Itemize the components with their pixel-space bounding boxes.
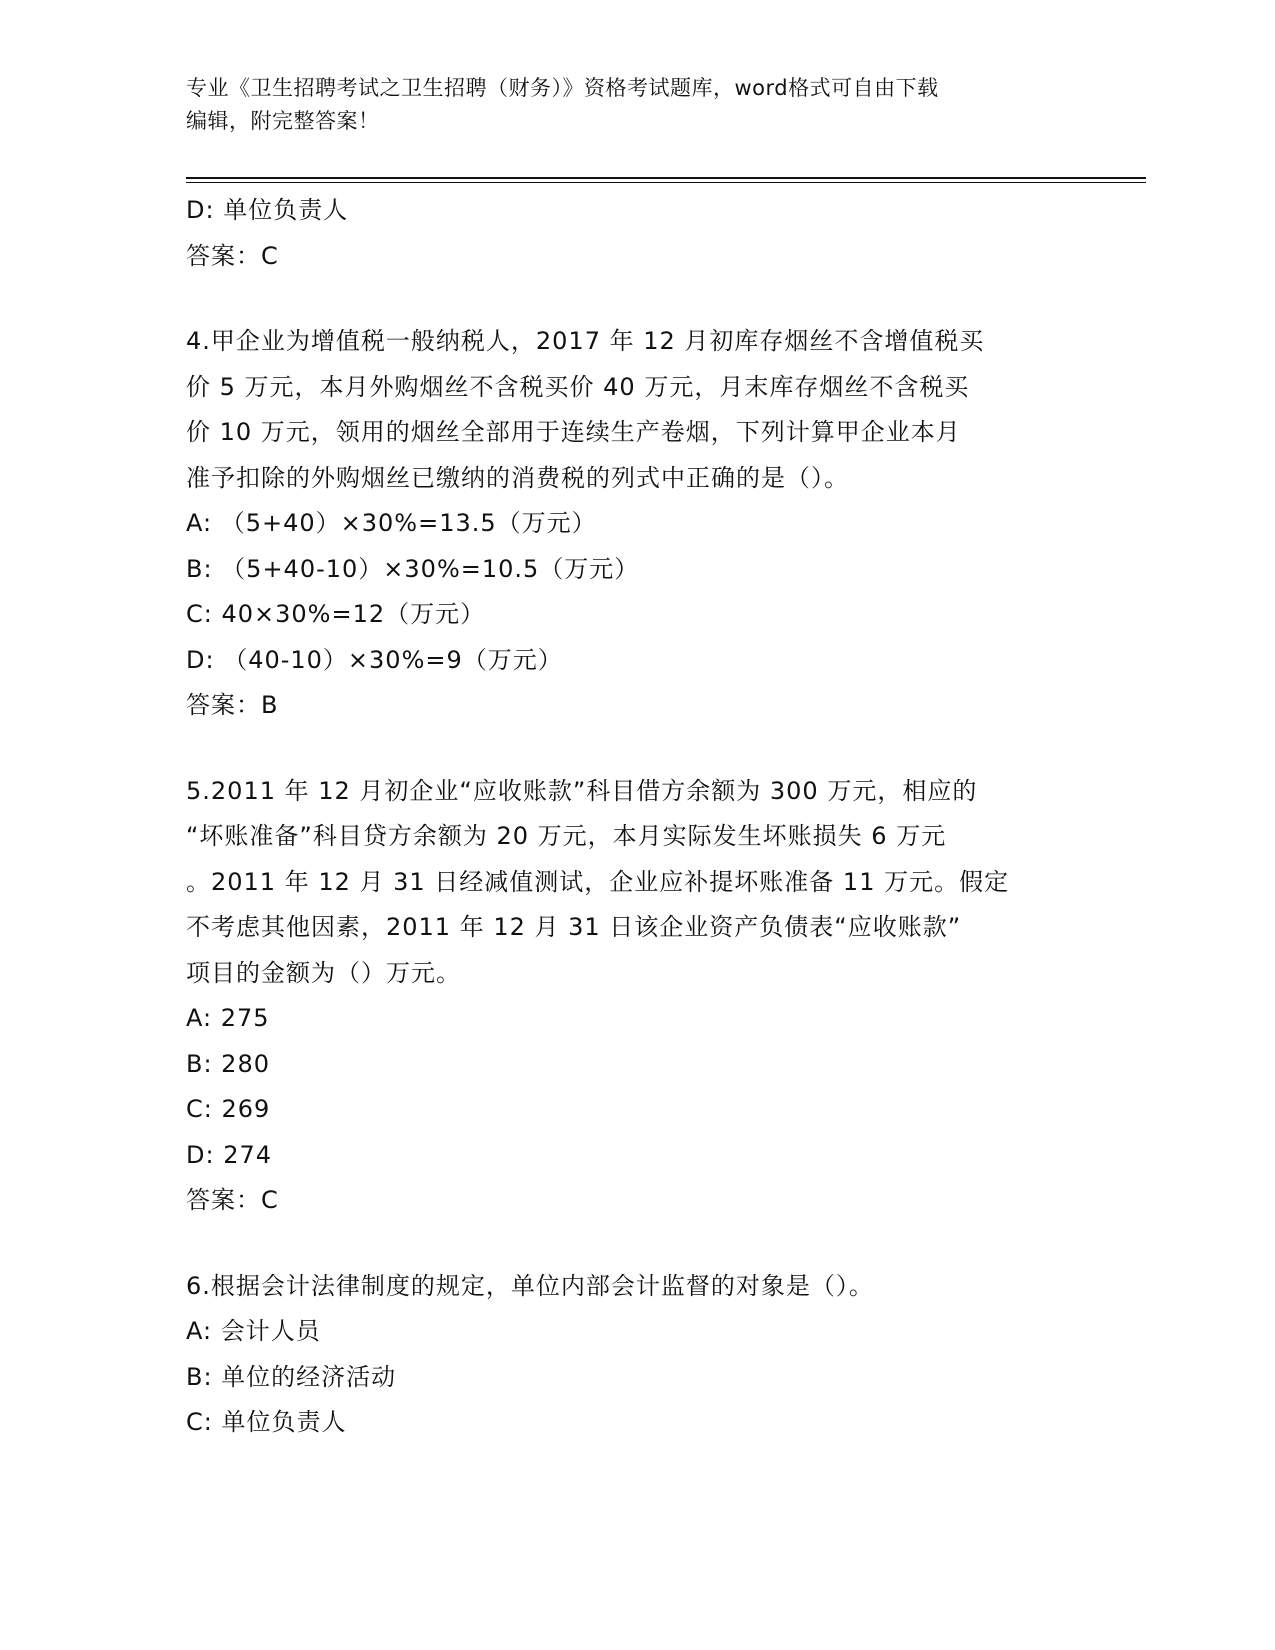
option-d: D: （40-10）×30%=9（万元） [186,645,563,674]
answer: 答案：C [186,1186,279,1214]
option-d: D: 单位负责人 [186,196,349,224]
header-line-2: 编辑，附完整答案！ [186,109,380,133]
question-6 [186,1264,1086,1446]
option-b: B: （5+40-10）×30%=10.5（万元） [186,554,640,583]
question-stem-line: 5.2011 年 12 月初企业“应收账款”科目借方余额为 300 万元，相应的 [186,776,978,805]
option-a: A: 会计人员 [186,1317,321,1345]
option-b: B: 280 [186,1049,270,1078]
option-b: B: 单位的经济活动 [186,1362,397,1391]
option-c: C: 单位负责人 [186,1408,347,1436]
question-stem-line: 6.根据会计法律制度的规定，单位内部会计监督的对象是（）。 [186,1271,874,1300]
answer: 答案：C [186,241,279,270]
question-stem-line: “坏账准备”科目贷方余额为 20 万元，本月实际发生坏账损失 6 万元 [186,822,947,850]
document-body [186,188,1086,1446]
question-stem-line: 不考虑其他因素，2011 年 12 月 31 日该企业资产负债表“应收账款” [186,913,962,941]
document-header [186,72,1086,138]
question-stem-line: 。2011 年 12 月 31 日经减值测试，企业应补提坏账准备 11 万元。假定 [186,867,1010,896]
option-c: C: 40×30%=12（万元） [186,600,486,628]
option-d: D: 274 [186,1140,273,1169]
answer: 答案：B [186,691,279,719]
header-line-1: 专业《卫生招聘考试之卫生招聘（财务）》资格考试题库，word格式可自由下载 [186,76,939,100]
option-a: A: （5+40）×30%=13.5（万元） [186,509,597,537]
header-divider-thin [186,182,1146,183]
question-4 [186,319,1086,729]
option-a: A: 275 [186,1004,270,1032]
question-stem-line: 准予扣除的外购烟丝已缴纳的消费税的列式中正确的是（）。 [186,463,849,492]
question-5 [186,769,1086,1224]
question-stem-line: 项目的金额为（）万元。 [186,958,461,987]
question-stem-line: 价 5 万元，本月外购烟丝不含税买价 40 万元，月末库存烟丝不含税买 [186,372,970,401]
question-stem-line: 4.甲企业为增值税一般纳税人，2017 年 12 月初库存烟丝不含增值税买 [186,327,985,355]
question-stem-line: 价 10 万元，领用的烟丝全部用于连续生产卷烟，下列计算甲企业本月 [186,418,961,446]
option-c: C: 269 [186,1095,271,1123]
header-divider [186,177,1146,179]
